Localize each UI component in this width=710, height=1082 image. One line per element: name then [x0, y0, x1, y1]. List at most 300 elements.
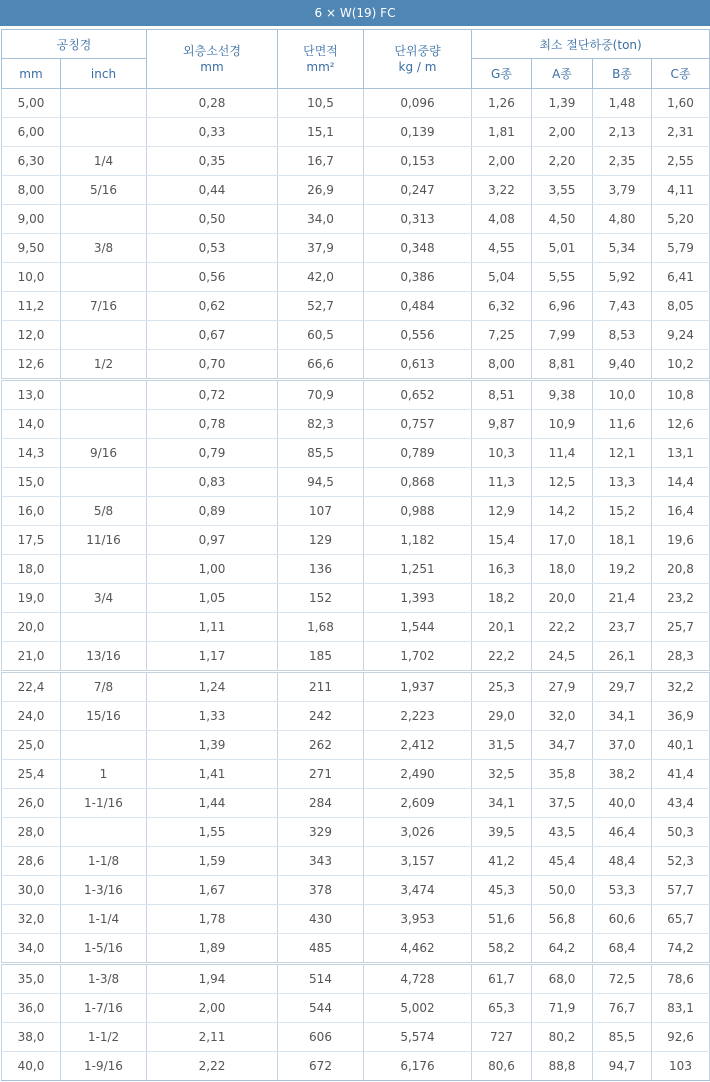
- table-row: [2, 321, 710, 350]
- cell-load-g: 8,00: [472, 350, 532, 380]
- cell-load-c: 43,4: [652, 789, 710, 818]
- cell-unit-weight: 0,789: [364, 439, 472, 468]
- cell-load-b: 9,40: [593, 350, 652, 380]
- cell-diameter-inch: [61, 818, 147, 847]
- cell-load-a: 88,8: [532, 1052, 593, 1081]
- cell-diameter-inch: 1-3/8: [61, 964, 147, 994]
- cell-load-c: 92,6: [652, 1023, 710, 1052]
- cell-load-c: 5,79: [652, 234, 710, 263]
- table-row: [2, 847, 710, 876]
- cell-load-a: 27,9: [532, 672, 593, 702]
- cell-diameter-inch: 5/8: [61, 497, 147, 526]
- cell-load-b: 2,13: [593, 118, 652, 147]
- cell-outer-wire-mm: 0,72: [147, 380, 278, 410]
- cell-load-c: 4,11: [652, 176, 710, 205]
- cell-load-g: 12,9: [472, 497, 532, 526]
- cell-outer-wire-mm: 0,33: [147, 118, 278, 147]
- cell-area-mm2: 242: [278, 702, 364, 731]
- cell-unit-weight: 1,393: [364, 584, 472, 613]
- cell-load-c: 28,3: [652, 642, 710, 672]
- cell-diameter-inch: [61, 205, 147, 234]
- table-row: [2, 1052, 710, 1081]
- cell-load-b: 3,79: [593, 176, 652, 205]
- cell-area-mm2: 606: [278, 1023, 364, 1052]
- table-row: [2, 497, 710, 526]
- cell-area-mm2: 211: [278, 672, 364, 702]
- cell-diameter-mm: 40,0: [2, 1052, 61, 1081]
- cell-load-c: 14,4: [652, 468, 710, 497]
- cell-unit-weight: 1,702: [364, 642, 472, 672]
- table-row: [2, 672, 710, 702]
- cell-area-mm2: 42,0: [278, 263, 364, 292]
- cell-unit-weight: 1,937: [364, 672, 472, 702]
- cell-diameter-mm: 36,0: [2, 994, 61, 1023]
- cell-diameter-mm: 13,0: [2, 380, 61, 410]
- cell-diameter-mm: 10,0: [2, 263, 61, 292]
- cell-outer-wire-mm: 1,39: [147, 731, 278, 760]
- cell-load-a: 80,2: [532, 1023, 593, 1052]
- cell-load-c: 5,20: [652, 205, 710, 234]
- cell-load-g: 32,5: [472, 760, 532, 789]
- cell-load-g: 58,2: [472, 934, 532, 964]
- cell-outer-wire-mm: 1,24: [147, 672, 278, 702]
- cell-diameter-inch: 5/16: [61, 176, 147, 205]
- cell-area-mm2: 430: [278, 905, 364, 934]
- cell-area-mm2: 271: [278, 760, 364, 789]
- table-row: [2, 292, 710, 321]
- cell-area-mm2: 136: [278, 555, 364, 584]
- cell-diameter-mm: 28,0: [2, 818, 61, 847]
- header-grade-b: B종: [593, 59, 652, 89]
- cell-unit-weight: 4,462: [364, 934, 472, 964]
- header-grade-g: G종: [472, 59, 532, 89]
- cell-outer-wire-mm: 1,55: [147, 818, 278, 847]
- table-row: [2, 613, 710, 642]
- cell-load-a: 18,0: [532, 555, 593, 584]
- cell-diameter-inch: [61, 321, 147, 350]
- cell-load-g: 9,87: [472, 410, 532, 439]
- cell-load-c: 52,3: [652, 847, 710, 876]
- cell-load-g: 18,2: [472, 584, 532, 613]
- cell-outer-wire-mm: 1,17: [147, 642, 278, 672]
- cell-load-a: 6,96: [532, 292, 593, 321]
- cell-load-c: 103: [652, 1052, 710, 1081]
- cell-outer-wire-mm: 0,78: [147, 410, 278, 439]
- cell-load-b: 60,6: [593, 905, 652, 934]
- cell-load-b: 37,0: [593, 731, 652, 760]
- cell-load-b: 11,6: [593, 410, 652, 439]
- cell-load-a: 45,4: [532, 847, 593, 876]
- cell-diameter-mm: 34,0: [2, 934, 61, 964]
- cell-area-mm2: 152: [278, 584, 364, 613]
- cell-diameter-inch: 3/8: [61, 234, 147, 263]
- cell-load-g: 1,81: [472, 118, 532, 147]
- cell-outer-wire-mm: 2,00: [147, 994, 278, 1023]
- wire-rope-spec-table: [1, 29, 710, 1081]
- table-row: [2, 731, 710, 760]
- cell-outer-wire-mm: 2,22: [147, 1052, 278, 1081]
- table-row: [2, 468, 710, 497]
- table-row: [2, 380, 710, 410]
- cell-unit-weight: 0,386: [364, 263, 472, 292]
- cell-load-b: 4,80: [593, 205, 652, 234]
- table-row: [2, 176, 710, 205]
- cell-load-g: 7,25: [472, 321, 532, 350]
- table-row: [2, 263, 710, 292]
- cell-outer-wire-mm: 0,79: [147, 439, 278, 468]
- header-unit-weight-unit: kg / m: [398, 60, 437, 74]
- cell-unit-weight: 0,757: [364, 410, 472, 439]
- cell-load-g: 15,4: [472, 526, 532, 555]
- cell-load-a: 50,0: [532, 876, 593, 905]
- table-row: [2, 147, 710, 176]
- table-row: [2, 584, 710, 613]
- cell-diameter-mm: 14,3: [2, 439, 61, 468]
- cell-load-a: 37,5: [532, 789, 593, 818]
- cell-area-mm2: 284: [278, 789, 364, 818]
- cell-load-b: 18,1: [593, 526, 652, 555]
- cell-outer-wire-mm: 0,50: [147, 205, 278, 234]
- cell-diameter-inch: 13/16: [61, 642, 147, 672]
- cell-outer-wire-mm: 1,41: [147, 760, 278, 789]
- header-unit-weight-label: 단위중량: [394, 44, 441, 58]
- cell-load-a: 12,5: [532, 468, 593, 497]
- cell-load-g: 727: [472, 1023, 532, 1052]
- cell-diameter-inch: [61, 731, 147, 760]
- cell-diameter-mm: 32,0: [2, 905, 61, 934]
- cell-load-c: 40,1: [652, 731, 710, 760]
- table-row: [2, 818, 710, 847]
- cell-load-a: 64,2: [532, 934, 593, 964]
- cell-outer-wire-mm: 1,00: [147, 555, 278, 584]
- cell-load-c: 10,8: [652, 380, 710, 410]
- cell-diameter-inch: [61, 89, 147, 118]
- cell-area-mm2: 85,5: [278, 439, 364, 468]
- cell-outer-wire-mm: 1,44: [147, 789, 278, 818]
- cell-load-a: 56,8: [532, 905, 593, 934]
- header-area: [278, 30, 364, 89]
- cell-load-a: 8,81: [532, 350, 593, 380]
- cell-area-mm2: 37,9: [278, 234, 364, 263]
- cell-load-a: 35,8: [532, 760, 593, 789]
- table-header: [2, 30, 710, 89]
- cell-load-g: 65,3: [472, 994, 532, 1023]
- cell-unit-weight: 1,251: [364, 555, 472, 584]
- cell-unit-weight: 3,026: [364, 818, 472, 847]
- cell-diameter-mm: 26,0: [2, 789, 61, 818]
- cell-diameter-mm: 6,00: [2, 118, 61, 147]
- cell-area-mm2: 485: [278, 934, 364, 964]
- cell-load-c: 12,6: [652, 410, 710, 439]
- cell-diameter-inch: [61, 468, 147, 497]
- table-row: [2, 876, 710, 905]
- cell-area-mm2: 107: [278, 497, 364, 526]
- cell-load-g: 8,51: [472, 380, 532, 410]
- cell-load-b: 29,7: [593, 672, 652, 702]
- header-area-label: 단면적: [303, 44, 338, 58]
- cell-area-mm2: 262: [278, 731, 364, 760]
- cell-diameter-mm: 9,50: [2, 234, 61, 263]
- cell-load-c: 19,6: [652, 526, 710, 555]
- cell-diameter-inch: 11/16: [61, 526, 147, 555]
- cell-diameter-mm: 30,0: [2, 876, 61, 905]
- cell-outer-wire-mm: 1,59: [147, 847, 278, 876]
- table-row: [2, 350, 710, 380]
- cell-area-mm2: 16,7: [278, 147, 364, 176]
- table-row: [2, 118, 710, 147]
- header-outer-wire-label: 외층소선경: [183, 44, 241, 58]
- cell-unit-weight: 2,490: [364, 760, 472, 789]
- cell-diameter-inch: 1-1/8: [61, 847, 147, 876]
- cell-load-a: 5,01: [532, 234, 593, 263]
- cell-unit-weight: 0,096: [364, 89, 472, 118]
- cell-load-b: 94,7: [593, 1052, 652, 1081]
- cell-diameter-inch: 1-9/16: [61, 1052, 147, 1081]
- cell-diameter-inch: 1/2: [61, 350, 147, 380]
- cell-load-c: 74,2: [652, 934, 710, 964]
- cell-diameter-mm: 14,0: [2, 410, 61, 439]
- cell-load-b: 5,34: [593, 234, 652, 263]
- cell-load-g: 3,22: [472, 176, 532, 205]
- table-row: [2, 234, 710, 263]
- cell-unit-weight: 0,313: [364, 205, 472, 234]
- table-row: [2, 760, 710, 789]
- cell-diameter-mm: 22,4: [2, 672, 61, 702]
- cell-diameter-inch: [61, 118, 147, 147]
- cell-load-a: 71,9: [532, 994, 593, 1023]
- header-min-breaking-load: 최소 절단하중(ton): [472, 30, 710, 59]
- cell-load-g: 5,04: [472, 263, 532, 292]
- cell-load-a: 3,55: [532, 176, 593, 205]
- header-outer-wire: [147, 30, 278, 89]
- cell-area-mm2: 185: [278, 642, 364, 672]
- cell-outer-wire-mm: 1,78: [147, 905, 278, 934]
- cell-load-c: 8,05: [652, 292, 710, 321]
- cell-load-g: 31,5: [472, 731, 532, 760]
- cell-outer-wire-mm: 0,62: [147, 292, 278, 321]
- cell-unit-weight: 0,613: [364, 350, 472, 380]
- cell-load-c: 9,24: [652, 321, 710, 350]
- cell-unit-weight: 0,139: [364, 118, 472, 147]
- cell-diameter-mm: 24,0: [2, 702, 61, 731]
- cell-unit-weight: 0,556: [364, 321, 472, 350]
- cell-diameter-mm: 12,6: [2, 350, 61, 380]
- cell-diameter-inch: [61, 410, 147, 439]
- cell-outer-wire-mm: 1,33: [147, 702, 278, 731]
- cell-load-c: 25,7: [652, 613, 710, 642]
- cell-load-b: 68,4: [593, 934, 652, 964]
- cell-load-g: 2,00: [472, 147, 532, 176]
- cell-load-b: 21,4: [593, 584, 652, 613]
- cell-area-mm2: 60,5: [278, 321, 364, 350]
- cell-load-b: 8,53: [593, 321, 652, 350]
- cell-load-g: 61,7: [472, 964, 532, 994]
- cell-outer-wire-mm: 0,97: [147, 526, 278, 555]
- cell-load-b: 26,1: [593, 642, 652, 672]
- cell-load-c: 32,2: [652, 672, 710, 702]
- cell-load-a: 43,5: [532, 818, 593, 847]
- cell-area-mm2: 52,7: [278, 292, 364, 321]
- cell-load-a: 1,39: [532, 89, 593, 118]
- cell-load-a: 17,0: [532, 526, 593, 555]
- cell-load-g: 4,08: [472, 205, 532, 234]
- cell-outer-wire-mm: 2,11: [147, 1023, 278, 1052]
- cell-diameter-mm: 17,5: [2, 526, 61, 555]
- cell-outer-wire-mm: 1,11: [147, 613, 278, 642]
- cell-load-a: 7,99: [532, 321, 593, 350]
- cell-load-b: 7,43: [593, 292, 652, 321]
- cell-area-mm2: 94,5: [278, 468, 364, 497]
- cell-load-c: 10,2: [652, 350, 710, 380]
- cell-load-g: 4,55: [472, 234, 532, 263]
- table-body: [2, 89, 710, 1081]
- cell-load-g: 10,3: [472, 439, 532, 468]
- cell-diameter-mm: 20,0: [2, 613, 61, 642]
- cell-diameter-inch: [61, 380, 147, 410]
- cell-area-mm2: 15,1: [278, 118, 364, 147]
- table-row: [2, 934, 710, 964]
- cell-load-a: 11,4: [532, 439, 593, 468]
- cell-load-g: 1,26: [472, 89, 532, 118]
- cell-load-a: 5,55: [532, 263, 593, 292]
- cell-diameter-inch: 1-1/2: [61, 1023, 147, 1052]
- cell-area-mm2: 544: [278, 994, 364, 1023]
- cell-load-a: 24,5: [532, 642, 593, 672]
- table-row: [2, 789, 710, 818]
- cell-diameter-inch: 1-1/4: [61, 905, 147, 934]
- cell-area-mm2: 672: [278, 1052, 364, 1081]
- cell-load-g: 25,3: [472, 672, 532, 702]
- cell-diameter-inch: [61, 263, 147, 292]
- cell-area-mm2: 82,3: [278, 410, 364, 439]
- table-row: [2, 205, 710, 234]
- cell-diameter-mm: 25,0: [2, 731, 61, 760]
- cell-unit-weight: 3,953: [364, 905, 472, 934]
- cell-diameter-inch: 1-3/16: [61, 876, 147, 905]
- cell-load-g: 80,6: [472, 1052, 532, 1081]
- cell-outer-wire-mm: 1,94: [147, 964, 278, 994]
- cell-diameter-mm: 35,0: [2, 964, 61, 994]
- cell-load-c: 36,9: [652, 702, 710, 731]
- cell-diameter-mm: 16,0: [2, 497, 61, 526]
- cell-unit-weight: 0,348: [364, 234, 472, 263]
- table-row: [2, 964, 710, 994]
- cell-load-b: 5,92: [593, 263, 652, 292]
- cell-load-b: 2,35: [593, 147, 652, 176]
- cell-diameter-mm: 5,00: [2, 89, 61, 118]
- cell-load-g: 6,32: [472, 292, 532, 321]
- cell-load-c: 23,2: [652, 584, 710, 613]
- cell-unit-weight: 0,484: [364, 292, 472, 321]
- cell-diameter-inch: [61, 613, 147, 642]
- table-row: [2, 555, 710, 584]
- cell-diameter-mm: 9,00: [2, 205, 61, 234]
- cell-load-g: 11,3: [472, 468, 532, 497]
- cell-load-c: 1,60: [652, 89, 710, 118]
- cell-load-g: 51,6: [472, 905, 532, 934]
- cell-load-c: 50,3: [652, 818, 710, 847]
- cell-load-b: 48,4: [593, 847, 652, 876]
- header-inch: inch: [61, 59, 147, 89]
- header-nominal-diameter: 공칭경: [2, 30, 147, 59]
- cell-load-a: 9,38: [532, 380, 593, 410]
- cell-load-b: 40,0: [593, 789, 652, 818]
- header-mm: mm: [2, 59, 61, 89]
- cell-diameter-mm: 12,0: [2, 321, 61, 350]
- cell-diameter-mm: 15,0: [2, 468, 61, 497]
- cell-area-mm2: 378: [278, 876, 364, 905]
- cell-unit-weight: 2,609: [364, 789, 472, 818]
- cell-load-b: 34,1: [593, 702, 652, 731]
- cell-load-g: 20,1: [472, 613, 532, 642]
- cell-load-b: 53,3: [593, 876, 652, 905]
- cell-load-b: 46,4: [593, 818, 652, 847]
- cell-unit-weight: 4,728: [364, 964, 472, 994]
- header-outer-wire-unit: mm: [200, 60, 224, 74]
- cell-unit-weight: 2,412: [364, 731, 472, 760]
- cell-load-a: 14,2: [532, 497, 593, 526]
- cell-diameter-inch: [61, 555, 147, 584]
- table-row: [2, 439, 710, 468]
- cell-unit-weight: 6,176: [364, 1052, 472, 1081]
- cell-diameter-inch: 7/8: [61, 672, 147, 702]
- cell-area-mm2: 343: [278, 847, 364, 876]
- cell-load-a: 22,2: [532, 613, 593, 642]
- cell-load-b: 85,5: [593, 1023, 652, 1052]
- header-unit-weight: [364, 30, 472, 89]
- table-row: [2, 410, 710, 439]
- cell-load-g: 29,0: [472, 702, 532, 731]
- cell-diameter-mm: 18,0: [2, 555, 61, 584]
- cell-load-a: 34,7: [532, 731, 593, 760]
- cell-diameter-mm: 28,6: [2, 847, 61, 876]
- cell-unit-weight: 1,544: [364, 613, 472, 642]
- cell-outer-wire-mm: 0,35: [147, 147, 278, 176]
- cell-load-b: 15,2: [593, 497, 652, 526]
- cell-outer-wire-mm: 0,53: [147, 234, 278, 263]
- cell-diameter-mm: 8,00: [2, 176, 61, 205]
- cell-unit-weight: 0,988: [364, 497, 472, 526]
- cell-unit-weight: 1,182: [364, 526, 472, 555]
- cell-unit-weight: 0,153: [364, 147, 472, 176]
- table-row: [2, 642, 710, 672]
- cell-unit-weight: 0,868: [364, 468, 472, 497]
- cell-unit-weight: 5,574: [364, 1023, 472, 1052]
- cell-area-mm2: 26,9: [278, 176, 364, 205]
- cell-load-a: 32,0: [532, 702, 593, 731]
- cell-load-c: 65,7: [652, 905, 710, 934]
- cell-load-c: 41,4: [652, 760, 710, 789]
- cell-load-a: 68,0: [532, 964, 593, 994]
- cell-unit-weight: 3,474: [364, 876, 472, 905]
- cell-load-c: 13,1: [652, 439, 710, 468]
- header-area-unit: mm²: [306, 60, 335, 74]
- cell-unit-weight: 0,652: [364, 380, 472, 410]
- cell-load-g: 41,2: [472, 847, 532, 876]
- cell-load-g: 39,5: [472, 818, 532, 847]
- table-row: [2, 89, 710, 118]
- cell-diameter-mm: 11,2: [2, 292, 61, 321]
- cell-diameter-inch: 1-1/16: [61, 789, 147, 818]
- cell-load-b: 10,0: [593, 380, 652, 410]
- cell-unit-weight: 2,223: [364, 702, 472, 731]
- cell-outer-wire-mm: 0,83: [147, 468, 278, 497]
- cell-load-b: 1,48: [593, 89, 652, 118]
- cell-outer-wire-mm: 0,70: [147, 350, 278, 380]
- cell-load-g: 16,3: [472, 555, 532, 584]
- cell-area-mm2: 129: [278, 526, 364, 555]
- cell-load-c: 57,7: [652, 876, 710, 905]
